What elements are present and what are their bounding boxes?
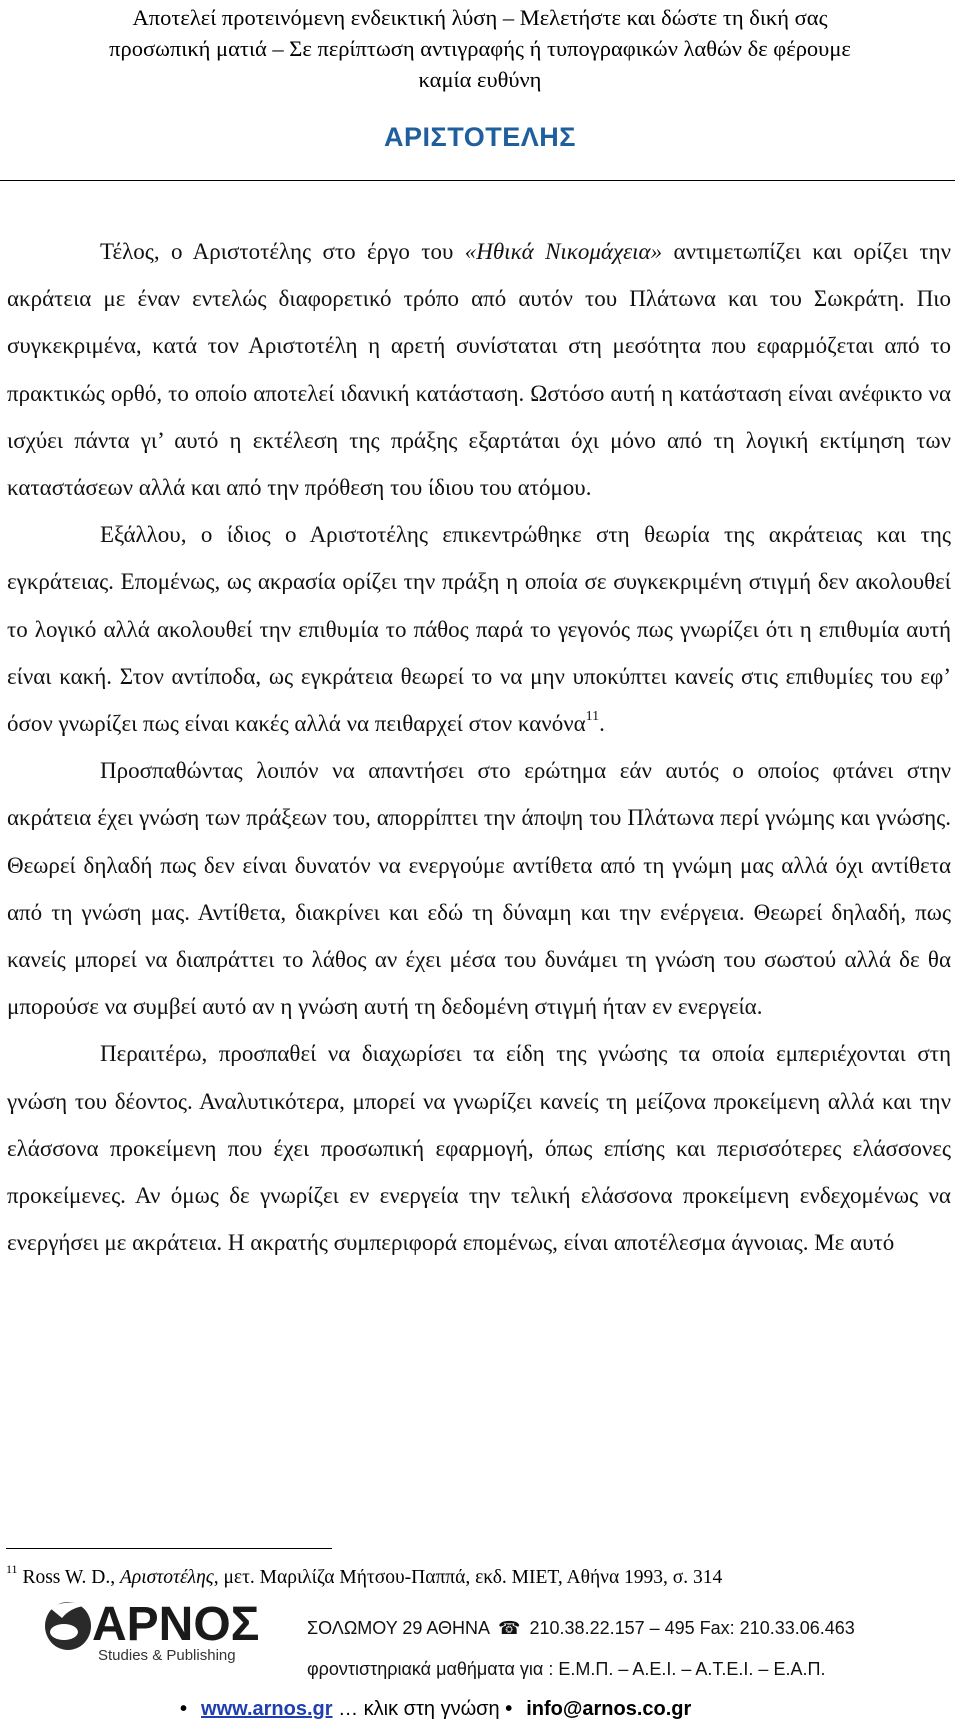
paragraph-4: Περαιτέρω, προσπαθεί να διαχωρίσει τα είδη της γνώσης τα οποία εμπεριέχονται στη γνώση του δέοντος. Αναλυτικότερα, μπορεί να γνωρίζει κανείς τη μείζονα προκείμενη αλλά και την ελάσσονα προκείμενη που έχει προσωπική εφαρμογή, όπως επίσης και περισσότερες ελάσσονες προκείμενες. Αν όμως δε γνωρίζει εν ενεργεία την τελική ελάσσονα προκείμενη ενδεχομένως να ενεργήσει με ακράτεια. Η ακρατής συμπεριφορά επομένως, είναι αποτέλεσμα άγνοιας. Με αυτό [7,1041,951,1256]
paragraph-2-text: Εξάλλου, ο ίδιος ο Αριστοτέλης επικεντρώθηκε στη θεωρία της ακράτειας και της εγκράτειας. Επομένως, ως ακρασία ορίζει την πράξη η οποία σε συγκεκριμένη στιγμή δεν ακολουθεί το λογικό αλλά ακολουθεί την επιθυμία το πάθος παρά το γεγονός πως γνωρίζει ότι η επιθυμία αυτή είναι κακή. Στον αντίποδα, ως εγκράτεια θεωρεί το να μην υποκύπτει κανείς στις επιθυμίες του εφ’ όσον γνωρίζει πως είναι κακές αλλά να πειθαρχεί στον κανόνα [7,522,951,737]
disclaimer-line-3: καμία ευθύνη [418,67,542,92]
paragraph-1 [7,228,951,511]
document-body [7,228,951,1266]
address: ΣΟΛΩΜΟΥ 29 ΑΘΗΝΑ [307,1618,490,1638]
phone-icon: ☎ [498,1618,521,1638]
courses-line: φροντιστηριακά μαθήματα για : Ε.Μ.Π. – Α.Ε.Ι. – Α.Τ.Ε.Ι. – Ε.Α.Π. [307,1659,826,1679]
footnote-reference[interactable]: 11 [585,709,600,725]
website-link[interactable]: www.arnos.gr [201,1698,333,1720]
disclaimer-notice [0,0,960,95]
paragraph-2-end: . [599,711,605,737]
page-title: ΑΡΙΣΤΟΤΕΛΗΣ [384,122,576,152]
footer-links [180,1698,691,1721]
disclaimer-line-2: προσωπική ματιά – Σε περίπτωση αντιγραφής ή τυπογραφικών λαθών δε φέρουμε [109,36,851,61]
arnos-logo [40,1592,302,1664]
paragraph-3: Προσπαθώντας λοιπόν να απαντήσει στο ερώτημα εάν αυτός ο οποίος φτάνει στην ακράτεια έχει γνώση των πράξεων του, απορρίπτει την άποψη του Πλάτωνα περί γνώμης και γνώσης. Θεωρεί δηλαδή πως δεν είναι δυνατόν να ενεργούμε αντίθετα από τη γνώμη μας αλλά όχι αντίθετα από τη γνώση μας. Αντίθετα, διακρίνει και εδώ τη δύναμη και την ενέργεια. Θεωρεί δηλαδή, πως κανείς μπορεί να διαπράττει το λάθος αν έχει μέσα του δυνάμει τη γνώση του σωστού αλλά δε θα μπορούσε να συμβεί αυτό αν η γνώση αυτή τη δεδομένη στιγμή ήταν εν ενεργεία. [7,758,951,1020]
footnote [6,1561,956,1591]
paragraph-2 [7,511,951,747]
contact-address-line [307,1618,855,1639]
footnote-book-title: Αριστοτέλης [119,1567,214,1588]
footnote-divider [6,1548,332,1549]
disclaimer-line-1: Αποτελεί προτεινόμενη ενδεικτική λύση – Μελετήστε και δώστε τη δική σας [132,5,828,30]
logo-tagline: Studies & Publishing [98,1647,236,1664]
slogan: … κλικ στη γνώση [332,1698,506,1720]
title-divider [0,180,955,181]
paragraph-1-text-b: αντιμετωπίζει και ορίζει την ακράτεια με έναν εντελώς διαφορετικό τρόπο από αυτόν του Πλάτωνα και του Σωκράτη. Πιο συγκεκριμένα, κατά τον Αριστοτέλη η αρετή συνίσταται στη μεσότητα που εφαρμόζεται από το πρακτικώς ορθό, το οποίο αποτελεί ιδανική κατάσταση. Ωστόσο αυτή η κατάσταση είναι ανέφικτο να ισχύει πάντα γι’ αυτό η εκτέλεση της πράξης εξαρτάται όχι μόνο από τη λογική εκτίμηση των καταστάσεων αλλά και από την πρόθεση του ίδιου του ατόμου. [7,239,951,501]
bullet-icon: • [180,1698,188,1720]
work-title-italic: «Ηθικά Νικομάχεια» [464,239,663,264]
email-link[interactable]: info@arnos.co.gr [526,1698,692,1720]
paragraph-1-text-a: Τέλος, ο Αριστοτέλης στο έργο του [100,239,465,264]
footnote-number: 11 [6,1561,18,1576]
bullet-icon: • [505,1698,513,1720]
logo-emblem-icon [45,1602,91,1650]
logo-wordmark: ΑΡΝΟΣ [92,1598,260,1651]
phone-numbers: 210.38.22.157 – 495 Fax: 210.33.06.463 [529,1618,855,1638]
footnote-text-a: Ross W. D., [17,1567,120,1588]
footnote-text-b: , μετ. Μαριλίζα Μήτσου-Παππά, εκδ. ΜΙΕΤ, Αθήνα 1993, σ. 314 [213,1567,723,1588]
